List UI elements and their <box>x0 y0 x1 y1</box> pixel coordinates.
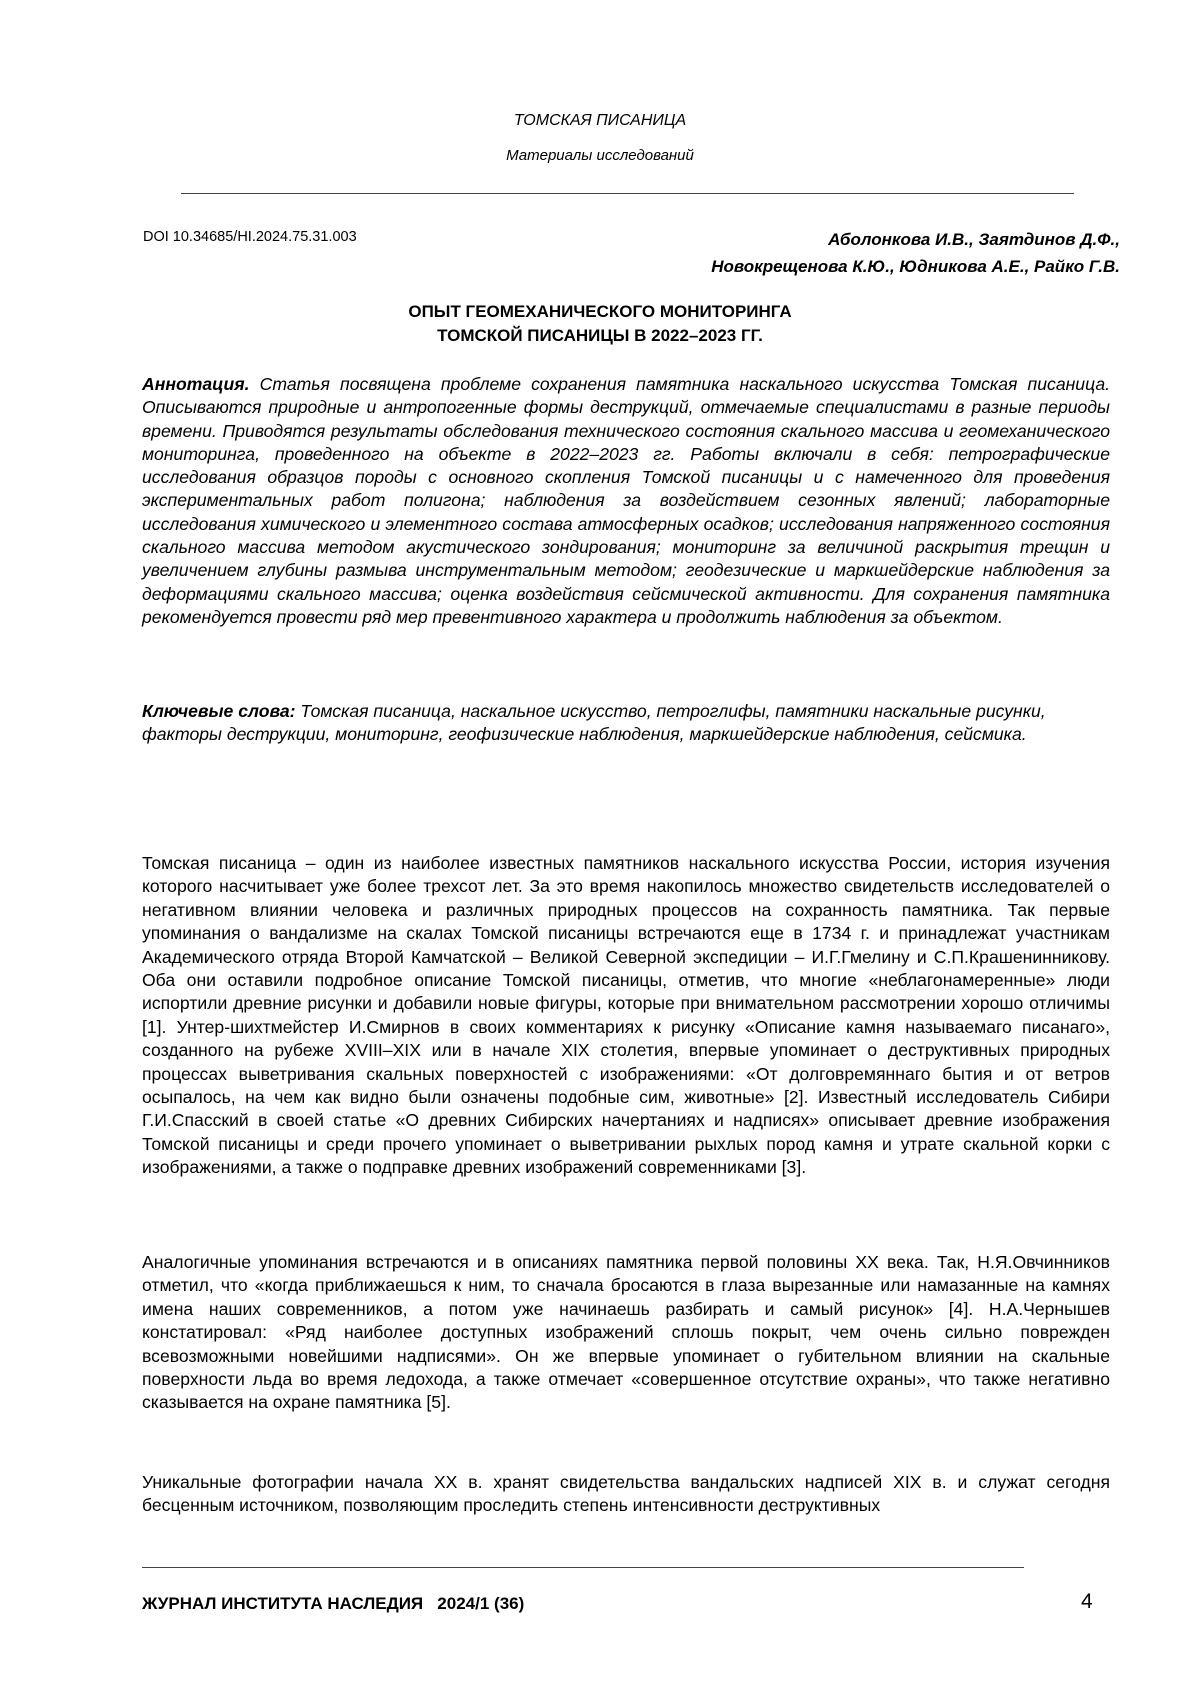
abstract-text: Статья посвящена проблеме сохранения памятника наскального искусства Томская писаница. Описываются природные и антропогенные формы деструкций, отмечаемые специалистами в разные периоды времени. Приводятся результаты обследования технического состояния скального массива и геомеханического мониторинга, проведенного на объекте в 2022–2023 гг. Работы включали в себя: петрографические исследования образцов породы с основного скопления Томской писаницы и с намеченного для проведения экспериментальных работ полигона; наблюдения за воздействием сезонных явлений; лабораторные исследования химического и элементного состава атмосферных осадков; исследования напряженного состояния скального массива методом акустического зондирования; мониторинг за величиной раскрытия трещин и увеличением глубины размыва инструментальным методом; геодезические и маркшейдерские наблюдения за деформациями скального массива; оценка воздействия сейсмической активности. Для сохранения памятника рекомендуется провести ряд мер превентивного характера и продолжить наблюдения за объектом. <box>142 374 1110 627</box>
body-paragraph-2: Аналогичные упоминания встречаются и в описаниях памятника первой половины XX века. Так, Н.Я.Овчинников отметил, что «когда приближаешься к ним, то сначала бросаются в глаза вырезанные или намазанные на камнях имена наших современников, а потом уже начинаешь разбирать и самый рисунок» [4]. Н.А.Чернышев констатировал: «Ряд наиболее доступных изображений сплошь покрыт, чем очень сильно поврежден всевозможными новейшими надписями». Он же впервые упоминает о губительном влиянии на скальные поверхности льда во время ледохода, а также отмечает «совершенное отсутствие охраны», что также негативно сказывается на охране памятника [5]. <box>142 1252 1110 1413</box>
header-divider <box>181 193 1074 194</box>
page-number: 4 <box>1081 1590 1093 1613</box>
authors-line-2: Новокрещенова К.Ю., Юдникова А.Е., Райко Г.В. <box>711 257 1120 276</box>
authors <box>711 226 1120 280</box>
authors-line-1: Аболонкова И.В., Заятдинов Д.Ф., <box>828 230 1120 249</box>
journal-footer: ЖУРНАЛ ИНСТИТУТА НАСЛЕДИЯ 2024/1 (36) <box>142 1594 525 1613</box>
doi: DOI 10.34685/HI.2024.75.31.003 <box>143 229 357 245</box>
body-paragraph-3: Уникальные фотографии начала XX в. хранят свидетельства вандальских надписей XIX в. и служат сегодня бесценным источником, позволяющим проследить степень интенсивности деструктивных <box>142 1472 1110 1516</box>
article-title-line-1: ОПЫТ ГЕОМЕХАНИЧЕСКОГО МОНИТОРИНГА <box>408 302 792 321</box>
body-paragraph-1: Томская писаница – один из наиболее известных памятников наскального искусства России, история изучения которого насчитывает уже более трехсот лет. За это время накопилось множество свидетельств исследователей о негативном влиянии человека и различных природных процессов на сохранность памятника. Так первые упоминания о вандализме на скалах Томской писаницы встречаются еще в 1734 г. и принадлежат участникам Академического отряда Второй Камчатской – Великой Северной экспедиции – И.Г.Гмелину и С.П.Крашенинникову. Оба они оставили подробное описание Томской писаницы, отметив, что многие «неблагонамеренные» люди испортили древние рисунки и добавили новые фигуры, которые при внимательном рассмотрении хорошо отличимы [1]. Унтер-шихтмейстер И.Смирнов в своих комментариях к рисунку «Описание камня называемаго писанаго», созданного на рубеже XVIII–XIX или в начале XIX столетия, впервые упоминает о деструктивных природных процессах выветривания скальных поверхностей с изображениями: «От долговремяннаго бытия и от ветров осыпалось, на чем как видно были означены подобные сим, животные» [2]. Известный исследователь Сибири Г.И.Спасский в своей статье «О древних Сибирских начертаниях и надписях» описывает древние изображения Томской писаницы и среди прочего упоминает о выветривании рыхлых пород камня и утрате скальной корки с изображениями, а также о подправке древних изображений современниками [3]. <box>142 853 1110 1178</box>
article-title-line-2: ТОМСКОЙ ПИСАНИЦЫ В 2022–2023 ГГ. <box>437 326 763 345</box>
abstract <box>142 373 1110 629</box>
running-title: ТОМСКАЯ ПИСАНИЦА <box>513 112 687 129</box>
keywords-text: Томская писаница, наскальное искусство, петроглифы, памятники наскальные рисунки, факторы деструкции, мониторинг, геофизические наблюдения, маркшейдерские наблюдения, сейсмика. <box>142 701 1046 745</box>
footer-divider <box>142 1567 1024 1568</box>
keywords <box>142 700 1110 747</box>
running-subtitle: Материалы исследований <box>506 147 694 164</box>
keywords-label: Ключевые слова: <box>142 701 296 721</box>
abstract-label: Аннотация. <box>142 374 250 394</box>
article-title <box>0 300 1200 348</box>
